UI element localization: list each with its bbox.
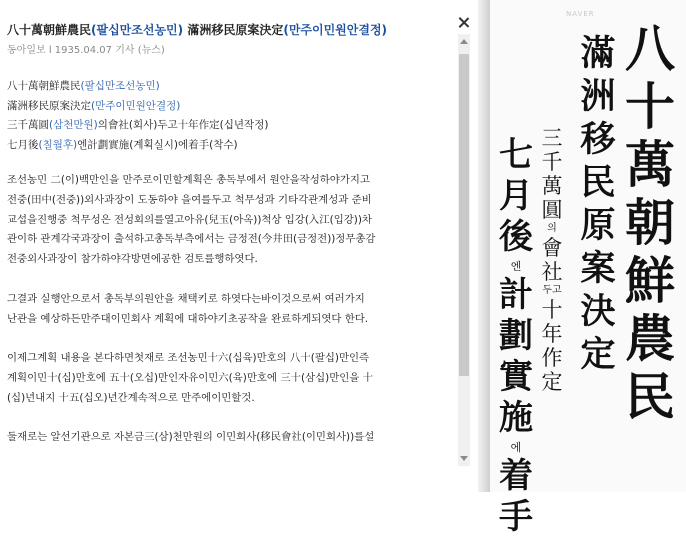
pane-divider xyxy=(478,0,490,492)
clip-char: 朝 xyxy=(625,193,675,252)
clip-column-4 xyxy=(496,135,536,541)
clip-char: 鮮 xyxy=(625,251,675,310)
body-line: (십)년내지 十五(십오)년간계속적으로 만주에이민할것. xyxy=(7,391,255,404)
article-meta: 동아일보 l 1935.04.07 기사 (뉴스) xyxy=(7,45,165,56)
body-line: 계획이민十(십)만호에 五十(오십)만인자유이민六(육)만호에 三十(삼십)만인을 十 xyxy=(7,371,374,384)
clip-char: 에 xyxy=(510,441,522,454)
paragraph-gap xyxy=(7,409,455,429)
clip-char: 手 xyxy=(499,497,533,537)
body-line: 교섭을진행중 척무성은 전성회의를열고아유(兒玉(아옥))척상 입강(入江(입강))차 xyxy=(7,213,372,226)
clip-char: 決 xyxy=(580,291,616,332)
close-icon[interactable] xyxy=(458,17,469,28)
clip-char: 의 xyxy=(547,223,557,234)
clip-char: 作 xyxy=(541,346,563,370)
clip-char: 計 xyxy=(499,275,533,315)
clip-char: 農 xyxy=(625,309,675,368)
clip-char: 十 xyxy=(541,298,563,322)
clip-char: 定 xyxy=(580,334,616,375)
clip-char: 民 xyxy=(625,367,675,426)
clip-char: 萬 xyxy=(541,174,563,198)
clip-char: 會 xyxy=(541,236,563,260)
title-reading: (팔십만조선농민) xyxy=(91,23,184,37)
clip-char: 十 xyxy=(625,77,675,136)
clip-char: 後 xyxy=(499,217,533,257)
body-line: 전중(田中(전중))외사과장이 도동하야 을여를두고 척무성과 기타각관계성과 준비 xyxy=(7,193,372,206)
clip-char: 圓 xyxy=(541,198,563,222)
paragraph-gap xyxy=(7,270,455,290)
title-hanja: 八十萬朝鮮農民 xyxy=(7,23,92,37)
title-reading-2: (만주이민원안결정) xyxy=(283,23,388,37)
headline-line: 三千萬圓(삼천만원)의會社(회사)두고十年作定(십년작정) xyxy=(7,119,269,131)
clip-char: 月 xyxy=(499,176,533,216)
clip-char: 萬 xyxy=(625,135,675,194)
body-line: 조선농민 二(이)백만인을 만주로이민할계획은 총독부에서 원안을작성하야가지고 xyxy=(7,174,370,186)
clip-char: 施 xyxy=(499,398,533,438)
clip-char: 洲 xyxy=(580,76,616,117)
clip-char: 두고 xyxy=(542,285,562,296)
clip-char: 七 xyxy=(499,135,533,175)
clip-column-3 xyxy=(540,128,564,396)
bottom-fade xyxy=(0,448,476,492)
clip-column-2 xyxy=(578,33,618,380)
arrow-down-icon[interactable] xyxy=(460,456,468,461)
clip-char: 八 xyxy=(625,19,675,78)
clip-char: 原 xyxy=(580,205,616,246)
clip-char: 劃 xyxy=(499,316,533,356)
body-line: 관이하 관계각국과장이 출석하고총독부측에서는 금정전(今井田(금정전))정무총감 xyxy=(7,233,376,246)
body-line: 전중외사과장이 참가하야각방면에공한 검토를행하엿다. xyxy=(7,253,258,266)
title-hanja-2: 滿洲移民原案決定 xyxy=(183,23,284,37)
clip-char: 民 xyxy=(580,162,616,203)
article-title xyxy=(7,22,455,38)
clip-char: 千 xyxy=(541,150,563,174)
scrollbar[interactable] xyxy=(458,34,470,466)
clip-column-1 xyxy=(622,19,678,430)
clip-char: 社 xyxy=(541,260,563,284)
newspaper-clipping xyxy=(490,0,686,537)
paragraph-gap xyxy=(7,329,455,349)
body-line: 난관을 예상하든만주대이민회사 계획에 대하야기초공작을 완료하게되엿다 한다. xyxy=(7,312,369,325)
body-line: 둘재로는 알선기관으로 자본금三(삼)천만원의 이민회사(移民會社(이민회사))를설 xyxy=(7,431,375,444)
clip-char: 年 xyxy=(541,322,563,346)
naver-watermark: NAVER xyxy=(566,10,595,18)
clip-char: 三 xyxy=(541,126,563,150)
body-line: 이제그계획 내용을 본다하면첫재로 조선농민十六(십육)만호의 八十(팔십)만인즉 xyxy=(7,352,370,365)
article-body xyxy=(7,171,455,448)
clip-char: 着 xyxy=(499,456,533,496)
headline-line: 滿洲移民原案決定(만주이민원안결정) xyxy=(7,99,181,112)
headline-line: 七月後(칠월후)엔計劃實施(계획실시)에着手(착수) xyxy=(7,138,238,151)
clip-char: 移 xyxy=(580,119,616,160)
arrow-up-icon[interactable] xyxy=(460,39,468,44)
headline-line: 八十萬朝鮮農民(팔십만조선농민) xyxy=(7,80,160,92)
clip-char: 實 xyxy=(499,357,533,397)
scrollbar-thumb[interactable] xyxy=(459,54,469,376)
article xyxy=(7,0,455,448)
clip-char: 엔 xyxy=(510,260,522,273)
headline-block xyxy=(7,77,455,155)
clip-char: 滿 xyxy=(580,33,616,74)
clip-char: 案 xyxy=(580,248,616,289)
clip-char: 定 xyxy=(541,370,563,394)
body-line: 그결과 실행안으로서 총독부의원안을 채택키로 하엿다는바이것으로써 여러가지 xyxy=(7,292,365,305)
